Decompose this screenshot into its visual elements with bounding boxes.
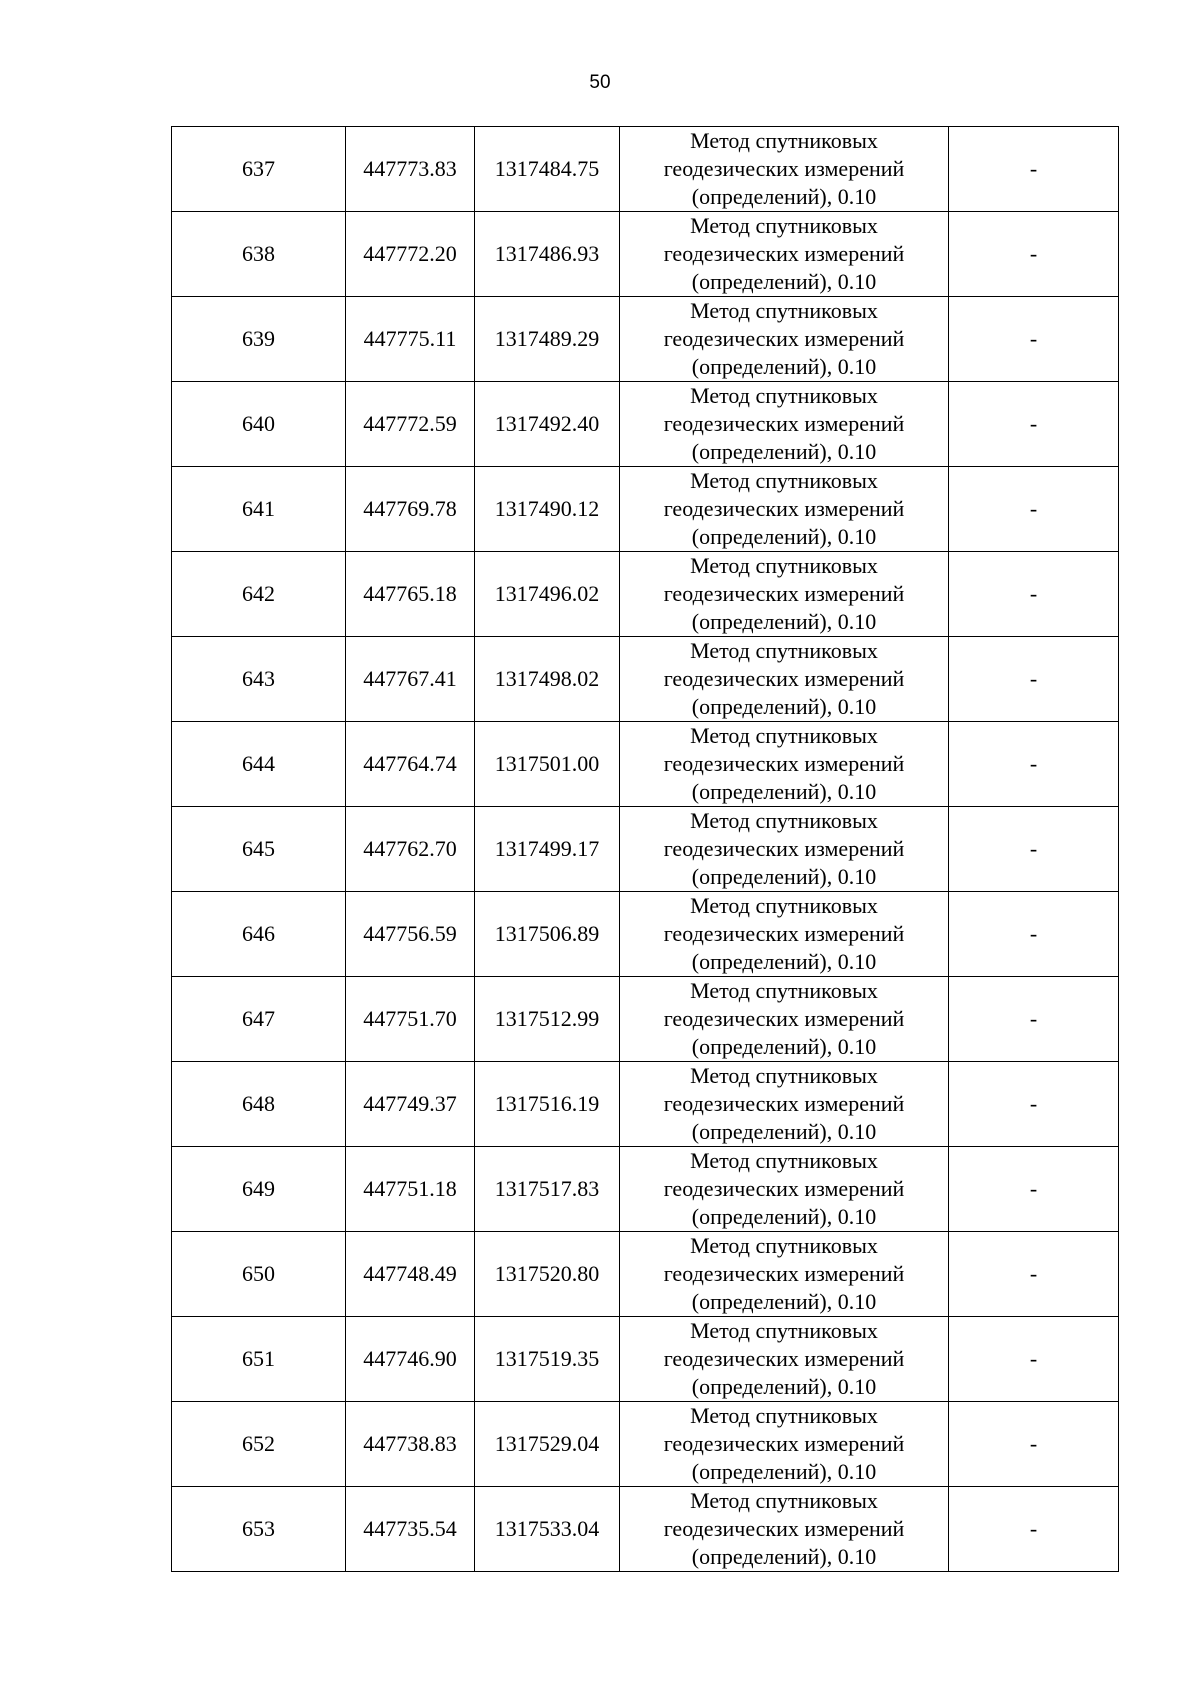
method-line: Метод спутниковых — [690, 1148, 878, 1173]
table-row — [172, 212, 1119, 297]
method-line: Метод спутниковых — [690, 1233, 878, 1258]
note-cell: - — [949, 467, 1119, 552]
x-coordinate-cell: 447751.70 — [346, 977, 475, 1062]
method-line: Метод спутниковых — [690, 1318, 878, 1343]
method-cell — [620, 1317, 949, 1402]
x-coordinate-cell: 447762.70 — [346, 807, 475, 892]
y-coordinate-cell: 1317490.12 — [475, 467, 620, 552]
note-cell: - — [949, 1147, 1119, 1232]
note-cell: - — [949, 722, 1119, 807]
point-number-cell: 638 — [172, 212, 346, 297]
note-cell: - — [949, 807, 1119, 892]
method-line: (определений), 0.10 — [691, 1374, 877, 1399]
method-line: (определений), 0.10 — [691, 609, 877, 634]
page-number: 50 — [589, 72, 611, 93]
method-line: Метод спутниковых — [690, 723, 878, 748]
method-line: Метод спутниковых — [690, 893, 878, 918]
point-number-cell: 653 — [172, 1487, 346, 1572]
note-cell: - — [949, 637, 1119, 722]
note-cell: - — [949, 1317, 1119, 1402]
y-coordinate-cell: 1317506.89 — [475, 892, 620, 977]
point-number-cell: 639 — [172, 297, 346, 382]
method-cell — [620, 552, 949, 637]
y-coordinate-cell: 1317486.93 — [475, 212, 620, 297]
point-number-cell: 647 — [172, 977, 346, 1062]
note-cell: - — [949, 1402, 1119, 1487]
method-line: (определений), 0.10 — [691, 1034, 877, 1059]
method-line: геодезических измерений — [663, 921, 905, 946]
method-line: геодезических измерений — [663, 666, 905, 691]
x-coordinate-cell: 447748.49 — [346, 1232, 475, 1317]
y-coordinate-cell: 1317533.04 — [475, 1487, 620, 1572]
y-coordinate-cell: 1317489.29 — [475, 297, 620, 382]
note-cell: - — [949, 212, 1119, 297]
method-line: геодезических измерений — [663, 1091, 905, 1116]
method-line: геодезических измерений — [663, 581, 905, 606]
method-line: геодезических измерений — [663, 751, 905, 776]
method-line: геодезических измерений — [663, 836, 905, 861]
method-line: (определений), 0.10 — [691, 1544, 877, 1569]
y-coordinate-cell: 1317501.00 — [475, 722, 620, 807]
point-number-cell: 649 — [172, 1147, 346, 1232]
x-coordinate-cell: 447746.90 — [346, 1317, 475, 1402]
method-line: геодезических измерений — [663, 1431, 905, 1456]
table-row — [172, 977, 1119, 1062]
table-row — [172, 1487, 1119, 1572]
note-cell: - — [949, 977, 1119, 1062]
table-row — [172, 637, 1119, 722]
table-row — [172, 1402, 1119, 1487]
y-coordinate-cell: 1317499.17 — [475, 807, 620, 892]
method-line: (определений), 0.10 — [691, 269, 877, 294]
method-line: (определений), 0.10 — [691, 694, 877, 719]
x-coordinate-cell: 447735.54 — [346, 1487, 475, 1572]
method-line: геодезических измерений — [663, 156, 905, 181]
point-number-cell: 651 — [172, 1317, 346, 1402]
method-cell — [620, 382, 949, 467]
note-cell: - — [949, 892, 1119, 977]
x-coordinate-cell: 447756.59 — [346, 892, 475, 977]
table-row — [172, 892, 1119, 977]
x-coordinate-cell: 447765.18 — [346, 552, 475, 637]
table-row — [172, 297, 1119, 382]
x-coordinate-cell: 447775.11 — [346, 297, 475, 382]
x-coordinate-cell: 447767.41 — [346, 637, 475, 722]
y-coordinate-cell: 1317492.40 — [475, 382, 620, 467]
y-coordinate-cell: 1317512.99 — [475, 977, 620, 1062]
x-coordinate-cell: 447749.37 — [346, 1062, 475, 1147]
table-row — [172, 722, 1119, 807]
point-number-cell: 644 — [172, 722, 346, 807]
method-cell — [620, 722, 949, 807]
table-row — [172, 1317, 1119, 1402]
table-row — [172, 1062, 1119, 1147]
method-line: геодезических измерений — [663, 411, 905, 436]
x-coordinate-cell: 447769.78 — [346, 467, 475, 552]
x-coordinate-cell: 447738.83 — [346, 1402, 475, 1487]
method-cell — [620, 127, 949, 212]
method-line: Метод спутниковых — [690, 978, 878, 1003]
x-coordinate-cell: 447773.83 — [346, 127, 475, 212]
note-cell: - — [949, 1062, 1119, 1147]
note-cell: - — [949, 382, 1119, 467]
x-coordinate-cell: 447772.59 — [346, 382, 475, 467]
method-cell — [620, 1062, 949, 1147]
note-cell: - — [949, 1487, 1119, 1572]
method-line: геодезических измерений — [663, 496, 905, 521]
method-line: Метод спутниковых — [690, 1403, 878, 1428]
point-number-cell: 650 — [172, 1232, 346, 1317]
table-row — [172, 127, 1119, 212]
method-line: Метод спутниковых — [690, 383, 878, 408]
method-line: Метод спутниковых — [690, 553, 878, 578]
y-coordinate-cell: 1317516.19 — [475, 1062, 620, 1147]
table-row — [172, 382, 1119, 467]
method-cell — [620, 977, 949, 1062]
point-number-cell: 640 — [172, 382, 346, 467]
table-body — [172, 127, 1119, 1572]
method-line: геодезических измерений — [663, 241, 905, 266]
method-line: Метод спутниковых — [690, 638, 878, 663]
y-coordinate-cell: 1317484.75 — [475, 127, 620, 212]
point-number-cell: 646 — [172, 892, 346, 977]
note-cell: - — [949, 297, 1119, 382]
method-cell — [620, 1487, 949, 1572]
method-cell — [620, 467, 949, 552]
method-line: (определений), 0.10 — [691, 1119, 877, 1144]
y-coordinate-cell: 1317520.80 — [475, 1232, 620, 1317]
table-row — [172, 807, 1119, 892]
y-coordinate-cell: 1317529.04 — [475, 1402, 620, 1487]
method-line: Метод спутниковых — [690, 1488, 878, 1513]
method-line: (определений), 0.10 — [691, 524, 877, 549]
method-line: Метод спутниковых — [690, 1063, 878, 1088]
method-line: (определений), 0.10 — [691, 439, 877, 464]
method-line: геодезических измерений — [663, 1176, 905, 1201]
x-coordinate-cell: 447764.74 — [346, 722, 475, 807]
table-row — [172, 552, 1119, 637]
x-coordinate-cell: 447751.18 — [346, 1147, 475, 1232]
method-line: Метод спутниковых — [690, 213, 878, 238]
method-line: геодезических измерений — [663, 1346, 905, 1371]
method-line: геодезических измерений — [663, 1006, 905, 1031]
method-cell — [620, 297, 949, 382]
method-cell — [620, 1232, 949, 1317]
method-line: (определений), 0.10 — [691, 354, 877, 379]
method-line: геодезических измерений — [663, 1261, 905, 1286]
method-cell — [620, 807, 949, 892]
y-coordinate-cell: 1317498.02 — [475, 637, 620, 722]
method-cell — [620, 212, 949, 297]
point-number-cell: 637 — [172, 127, 346, 212]
table-row — [172, 1147, 1119, 1232]
method-line: (определений), 0.10 — [691, 1204, 877, 1229]
point-number-cell: 645 — [172, 807, 346, 892]
method-cell — [620, 1402, 949, 1487]
table-row — [172, 1232, 1119, 1317]
method-line: Метод спутниковых — [690, 128, 878, 153]
method-line: геодезических измерений — [663, 326, 905, 351]
method-line: (определений), 0.10 — [691, 864, 877, 889]
method-line: (определений), 0.10 — [691, 184, 877, 209]
method-line: Метод спутниковых — [690, 298, 878, 323]
point-number-cell: 652 — [172, 1402, 346, 1487]
y-coordinate-cell: 1317496.02 — [475, 552, 620, 637]
method-cell — [620, 1147, 949, 1232]
method-cell — [620, 892, 949, 977]
note-cell: - — [949, 552, 1119, 637]
table-row — [172, 467, 1119, 552]
point-number-cell: 642 — [172, 552, 346, 637]
method-line: Метод спутниковых — [690, 808, 878, 833]
method-line: (определений), 0.10 — [691, 1289, 877, 1314]
method-cell — [620, 637, 949, 722]
point-number-cell: 648 — [172, 1062, 346, 1147]
note-cell: - — [949, 1232, 1119, 1317]
method-line: (определений), 0.10 — [691, 949, 877, 974]
method-line: (определений), 0.10 — [691, 1459, 877, 1484]
y-coordinate-cell: 1317519.35 — [475, 1317, 620, 1402]
method-line: геодезических измерений — [663, 1516, 905, 1541]
coordinates-table — [171, 126, 1119, 1572]
point-number-cell: 643 — [172, 637, 346, 722]
x-coordinate-cell: 447772.20 — [346, 212, 475, 297]
method-line: (определений), 0.10 — [691, 779, 877, 804]
y-coordinate-cell: 1317517.83 — [475, 1147, 620, 1232]
method-line: Метод спутниковых — [690, 468, 878, 493]
point-number-cell: 641 — [172, 467, 346, 552]
note-cell: - — [949, 127, 1119, 212]
